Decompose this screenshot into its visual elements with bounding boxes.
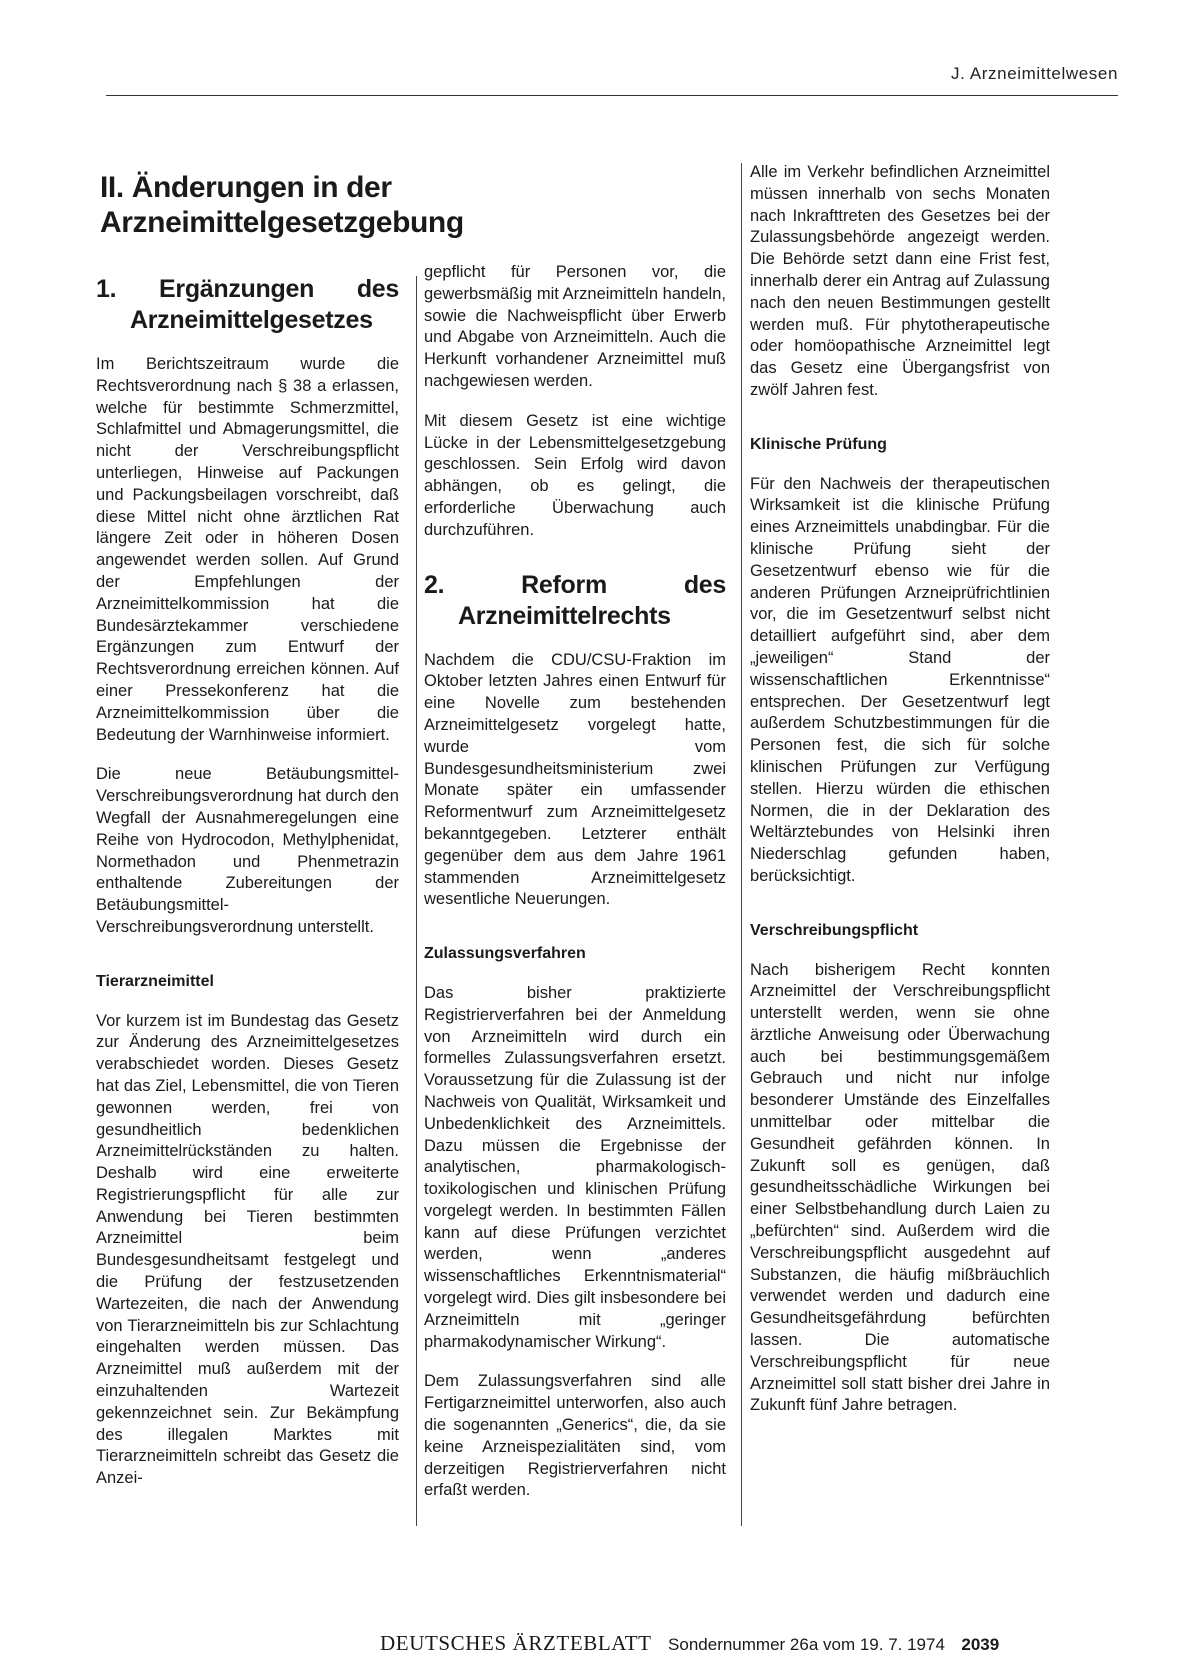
running-head: J. Arzneimittelwesen — [951, 64, 1118, 83]
paragraph: Die neue Betäubungsmittel-Verschreibungsverordnung hat durch den Wegfall der Ausnahmeregelungen eine Reihe von Hydrocodon, Methylphenidat, Normethadon und Phenmetrazin enthaltende Zubereitungen der Betäubungsmittel-Verschreibungsverordnung unterstellt. — [96, 765, 399, 936]
column-3 — [750, 162, 1050, 1435]
journal-name: DEUTSCHES ÄRZTEBLATT — [380, 1631, 652, 1655]
paragraph: Alle im Verkehr befindlichen Arzneimittel müssen innerhalb von sechs Monaten nach Inkrafttreten des Gesetzes bei der Zulassungsbehörde angezeigt werden. Die Behörde setzt dann eine Frist fest, innerhalb derer ein Antrag auf Zulassung nach den neuen Bestimmungen gestellt werden muß. Für phytotherapeutische oder homöopathische Arzneimittel legt das Gesetz eine Übergangsfrist von zwölf Jahren fest. — [750, 163, 1050, 399]
paragraph: Das bisher praktizierte Registrierverfahren bei der Anmeldung von Arzneimitteln wird durch ein formelles Zulassungsverfahren ersetzt. Voraussetzung für die Zulassung ist der Nachweis von Qualität, Wirksamkeit und Unbedenklichkeit des Arzneimittels. Dazu müssen die Ergebnisse der analytischen, pharmakologisch-toxikologischen und klinischen Prüfung vorgelegt werden. In bestimmten Fällen kann auf diese Prüfungen verzichtet werden, wenn „anderes wissenschaftliches Erkenntnismaterial“ vorgelegt wird. Dies gilt insbesondere bei Arzneimitteln mit „geringer pharmakodynamischer Wirkung“. — [424, 983, 726, 1351]
header-rule — [106, 95, 1118, 96]
section-heading: 1. Ergänzungen des Arzneimittelgesetzes — [96, 275, 399, 334]
paragraph: Mit diesem Gesetz ist eine wichtige Lücke in der Lebensmittelgesetzgebung geschlossen. Sein Erfolg wird davon abhängen, ob es gelingt, die erforderliche Überwachung auch durchzuführen. — [424, 411, 726, 539]
subsection-heading: Tierarzneimittel — [96, 972, 214, 990]
page-footer — [380, 1631, 1120, 1656]
page-number: 2039 — [961, 1635, 1000, 1654]
page-title: II. Änderungen in der Arzneimittelgesetzgebung — [100, 171, 464, 239]
column-divider — [416, 276, 417, 1526]
column-divider — [741, 163, 742, 1526]
subsection-heading: Zulassungsverfahren — [424, 945, 586, 963]
issue-info: Sondernummer 26a vom 19. 7. 1974 — [668, 1635, 945, 1654]
subsection-heading: Verschreibungspflicht — [750, 921, 919, 939]
paragraph: Nach bisherigem Recht konnten Arzneimittel der Verschreibungspflicht unterstellt werden, wenn sie ohne ärztliche Anweisung oder Überwachung auch bei bestimmungsgemäßem Gebrauch und nicht nur infolge besonderer Umstände des Einzelfalles unmittelbar oder mittelbar die Gesundheit gefährden können. In Zukunft soll es genügen, daß gesundheitsschädliche Wirkungen bei einer Selbstbehandlung durch Laien zu „befürchten“ sind. Außerdem wird die Verschreibungspflicht ausgedehnt auf Substanzen, die häufig mißbräuchlich verwendet werden und dadurch eine Gesundheitsgefährdung befürchten lassen. Die automatische Verschreibungspflicht für neue Arzneimittel soll statt bisher drei Jahre in Zukunft fünf Jahre betragen. — [750, 960, 1050, 1415]
subsection-heading: Klinische Prüfung — [750, 435, 887, 453]
column-1 — [96, 274, 399, 1508]
paragraph: gepflicht für Personen vor, die gewerbsmäßig mit Arzneimitteln handeln, sowie die Nachweispflicht über Erwerb und Abgabe von Arzneimitteln. Auch die Herkunft vorhandener Arzneimittel muß nachgewiesen werden. — [424, 263, 726, 390]
paragraph: Im Berichtszeitraum wurde die Rechtsverordnung nach § 38 a erlassen, welche für bestimmte Schmerzmittel, Schlafmittel und Abmagerungsmittel, die nicht der Verschreibungspflicht unterliegen, Hinweise auf Packungen und Packungsbeilagen vorschreibt, daß diese Mittel nicht ohne ärztlichen Rat längere Zeit oder in höheren Dosen angewendet werden sollen. Auf Grund der Empfehlungen der Arzneimittelkommission hat die Bundesärztekammer verschiedene Ergänzungen zum Entwurf der Rechtsverordnung erreichen können. Auf einer Pressekonferenz hat die Arzneimittelkommission über die Bedeutung der Warnhinweise informiert. — [96, 355, 399, 744]
paragraph: Vor kurzem ist im Bundestag das Gesetz zur Änderung des Arzneimittelgesetzes verabschiedet worden. Dieses Gesetz hat das Ziel, Lebensmittel, die von Tieren gewonnen werden, frei von gesundheitlich bedenklichen Arzneimittelrückständen zu halten. Deshalb wird eine erweiterte Registrierungspflicht für alle zur Anwendung bei Tieren bestimmten Arzneimittel beim Bundesgesundheitsamt festgelegt und die Prüfung der festzusetzenden Wartezeiten, die nach der Anwendung von Tierarzneimitteln bis zur Schlachtung eingehalten werden müssen. Das Arzneimittel muß außerdem mit der einzuhaltenden Wartezeit gekennzeichnet sein. Zur Bekämpfung des illegalen Marktes mit Tierarzneimitteln schreibt das Gesetz die Anzei- — [96, 1011, 399, 1488]
paragraph: Für den Nachweis der therapeutischen Wirksamkeit ist die klinische Prüfung eines Arzneimittels unabdingbar. Für die klinische Prüfung sieht der Gesetzentwurf ebenso wie für die anderen Prüfungen Arzneiprüfrichtlinien vor, die im Gesetzentwurf selbst nicht detailliert aufgeführt sind, aber dem „jeweiligen“ Stand der wissenschaftlichen Erkenntnisse“ entsprechen. Der Gesetzentwurf legt außerdem Schutzbestimmungen für die Personen fest, die sich für solche klinischen Prüfungen zur Verfügung stellen. Hierzu würden die ethischen Normen, die in der Deklaration des Weltärztebundes von Helsinki ihren Niederschlag gefunden haben, berücksichtigt. — [750, 474, 1050, 885]
column-2 — [424, 262, 726, 1520]
section-heading: 2. Reform des Arzneimittelrechts — [424, 570, 726, 630]
paragraph: Nachdem die CDU/CSU-Fraktion im Oktober letzten Jahres einen Entwurf für eine Novelle zum bestehenden Arzneimittelgesetz vorgelegt hatte, wurde vom Bundesgesundheitsministerium zwei Monate später ein umfassender Reformentwurf zum Arzneimittelgesetz bekanntgegeben. Letzterer enthält gegenüber dem aus dem Jahre 1961 stammenden Arzneimittelgesetz wesentliche Neuerungen. — [424, 650, 726, 909]
paragraph: Dem Zulassungsverfahren sind alle Fertigarzneimittel unterworfen, also auch die sogenannten „Generics“, die, da sie keine Arzneispezialitäten sind, vom derzeitigen Registrierverfahren nicht erfaßt werden. — [424, 1372, 726, 1500]
